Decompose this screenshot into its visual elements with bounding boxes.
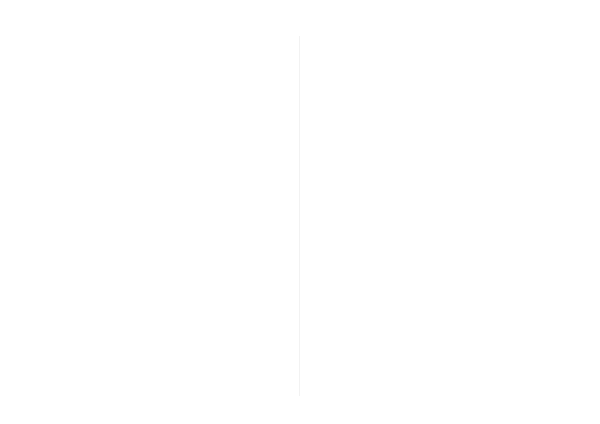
right-paragraph bbox=[322, 100, 562, 107]
right-paragraph bbox=[322, 57, 562, 64]
left-paragraph bbox=[36, 49, 276, 56]
left-paragraph bbox=[36, 109, 276, 116]
right-text-column bbox=[322, 40, 562, 388]
right-paragraph bbox=[322, 117, 562, 124]
left-paragraph bbox=[36, 66, 276, 73]
left-paragraph bbox=[36, 57, 276, 64]
right-paragraph bbox=[322, 74, 562, 81]
right-paragraph bbox=[322, 66, 562, 73]
left-paragraph bbox=[36, 100, 276, 107]
right-paragraph bbox=[322, 49, 562, 56]
left-paragraph bbox=[36, 92, 276, 99]
left-paragraph bbox=[36, 74, 276, 81]
right-paragraph bbox=[322, 92, 562, 99]
left-paragraph bbox=[36, 117, 276, 124]
left-text-column bbox=[36, 40, 276, 388]
left-paragraph bbox=[36, 40, 276, 47]
left-paragraph bbox=[36, 83, 276, 90]
right-page bbox=[300, 0, 600, 424]
right-paragraph bbox=[322, 40, 562, 47]
right-paragraph bbox=[322, 83, 562, 90]
right-paragraph bbox=[322, 109, 562, 116]
